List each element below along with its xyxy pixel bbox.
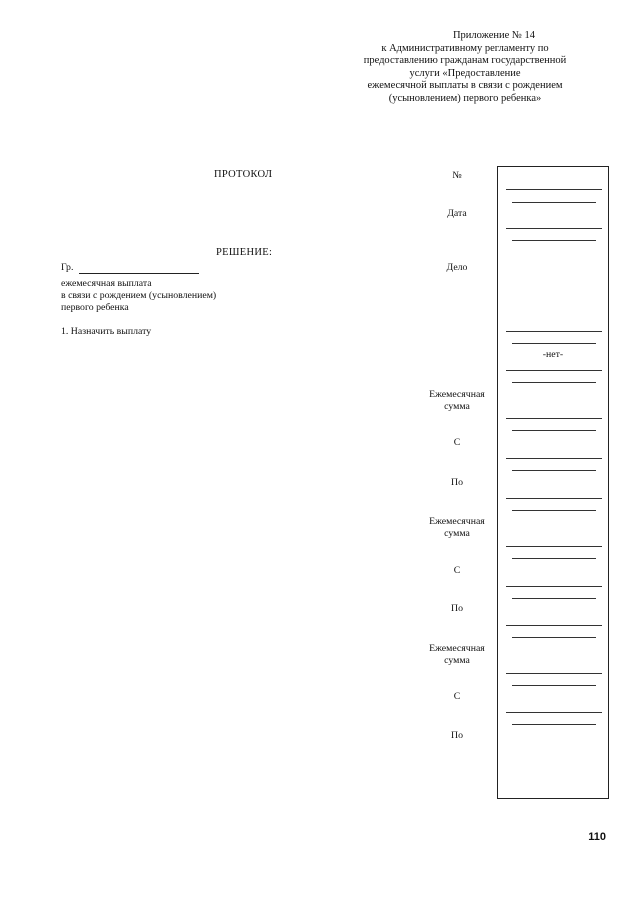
- values-box: [497, 166, 609, 799]
- from-label: С: [453, 691, 461, 702]
- to-date-field[interactable]: [506, 625, 602, 626]
- attachment-header: [330, 30, 600, 105]
- to-label: По: [451, 477, 463, 488]
- to-label: По: [451, 603, 463, 614]
- entry-line: [512, 558, 596, 559]
- header-line: (усыновлением) первого ребенка»: [388, 92, 542, 104]
- payment-line: ежемесячная выплата: [61, 278, 152, 289]
- from-date-field[interactable]: [506, 712, 602, 713]
- item-assign-payment: 1. Назначить выплату: [61, 326, 152, 337]
- date-field[interactable]: [506, 228, 602, 229]
- number-label: №: [452, 170, 462, 181]
- page-number: 110: [588, 831, 606, 843]
- header-line: к Административному регламенту по: [381, 42, 549, 54]
- entry-line: [512, 382, 596, 383]
- from-date-field[interactable]: [506, 458, 602, 459]
- case-label: Дело: [446, 262, 468, 273]
- none-value: -нет-: [542, 349, 564, 360]
- decision-title: РЕШЕНИЕ:: [216, 247, 273, 258]
- from-date-field[interactable]: [506, 586, 602, 587]
- monthly-amount-field[interactable]: [506, 673, 602, 674]
- entry-line: [512, 685, 596, 686]
- number-field[interactable]: [506, 189, 602, 190]
- entry-line: [512, 724, 596, 725]
- header-line: предоставлению гражданам государственной: [363, 55, 567, 66]
- monthly-amount-field[interactable]: [506, 546, 602, 547]
- monthly-amount-field[interactable]: [506, 418, 602, 419]
- entry-line: [506, 370, 602, 371]
- entry-line: [512, 470, 596, 471]
- citizen-name-field[interactable]: [79, 273, 199, 274]
- case-field[interactable]: [506, 331, 602, 332]
- to-date-field[interactable]: [506, 498, 602, 499]
- payment-line: первого ребенка: [61, 302, 129, 313]
- date-label: Дата: [447, 208, 467, 219]
- entry-line: [512, 343, 596, 344]
- entry-line: [512, 240, 596, 241]
- entry-line: [512, 202, 596, 203]
- header-line: услуги «Предоставление: [409, 67, 521, 79]
- header-line: ежемесячной выплаты в связи с рождением: [367, 80, 563, 91]
- from-label: С: [453, 565, 461, 576]
- payment-description: [61, 278, 216, 314]
- monthly-amount-label: Ежемесячная сумма: [429, 389, 485, 412]
- citizen-label: Гр.: [61, 262, 74, 273]
- header-line: Приложение № 14: [452, 30, 536, 41]
- to-label: По: [451, 730, 463, 741]
- from-label: С: [453, 437, 461, 448]
- payment-line: в связи с рождением (усыновлением): [61, 290, 217, 301]
- entry-line: [512, 598, 596, 599]
- entry-line: [512, 637, 596, 638]
- entry-line: [512, 510, 596, 511]
- entry-line: [512, 430, 596, 431]
- protocol-title: ПРОТОКОЛ: [214, 169, 273, 180]
- monthly-amount-label: Ежемесячная сумма: [429, 643, 485, 666]
- monthly-amount-label: Ежемесячная сумма: [429, 516, 485, 539]
